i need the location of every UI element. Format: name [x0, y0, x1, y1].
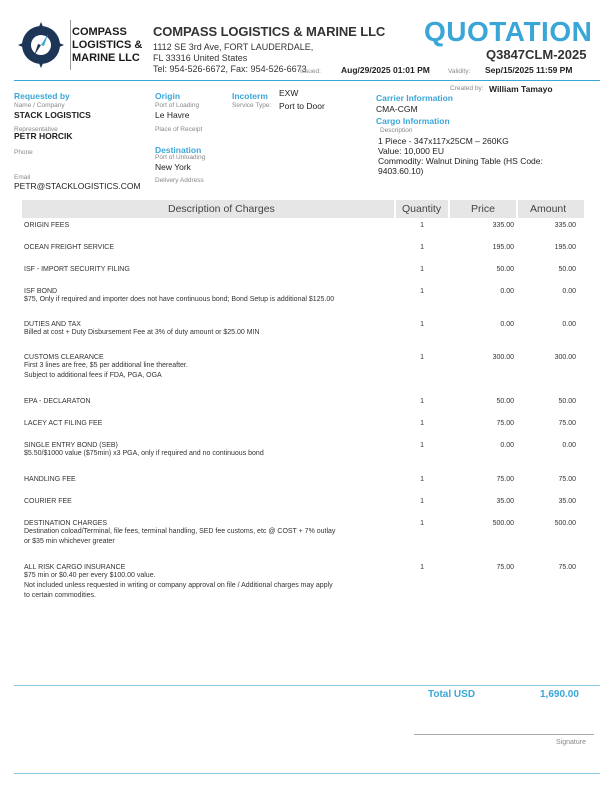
charge-description: Not included unless requested in writing or company approval on file / Additional charges may apply [24, 582, 333, 589]
charge-amount: 75.00 [558, 420, 576, 427]
charge-title: ALL RISK CARGO INSURANCE [24, 564, 126, 571]
charge-quantity: 1 [420, 266, 424, 273]
charge-title: DESTINATION CHARGES [24, 520, 108, 527]
created-by-value: William Tamayo [489, 84, 553, 94]
total-label: Total USD [428, 689, 476, 700]
cargo-line-3: Commodity: Walnut Dining Table (HS Code: [378, 156, 543, 166]
table-row [24, 420, 584, 427]
charge-quantity: 1 [420, 498, 424, 505]
charge-amount: 35.00 [558, 498, 576, 505]
total-divider [14, 685, 600, 686]
charge-description: to certain commodities. [24, 592, 96, 599]
service-type-label: Service Type: [232, 102, 272, 109]
charge-title: ISF - IMPORT SECURITY FILING [24, 266, 130, 273]
port-of-loading-value: Le Havre [155, 110, 190, 120]
charge-description: Destination coload/Terminal, file fees, terminal handling, SED fee customs, etc @ COST + 7% outlay [24, 528, 336, 535]
logo-wordmark [72, 26, 142, 65]
email-label: Email [14, 174, 31, 181]
phone-label: Phone [14, 149, 33, 156]
charge-title: ORIGIN FEES [24, 222, 70, 229]
table-row [24, 564, 584, 601]
charges-table-header [22, 200, 584, 218]
charge-quantity: 1 [420, 354, 424, 361]
charge-title: ISF BOND [24, 288, 58, 295]
charge-quantity: 1 [420, 520, 424, 527]
validity-value: Sep/15/2025 11:59 PM [485, 65, 573, 75]
company-address [153, 42, 313, 75]
company-phone: Tel: 954-526-6672, Fax: 954-526-6673 [153, 64, 307, 74]
header-price: Price [471, 203, 495, 215]
charge-price: 0.00 [500, 321, 514, 328]
company-logo [14, 16, 144, 72]
charge-title: OCEAN FREIGHT SERVICE [24, 244, 114, 251]
charge-quantity: 1 [420, 398, 424, 405]
charge-title: EPA - DECLARATON [24, 398, 91, 405]
issued-value: Aug/29/2025 01:01 PM [341, 65, 430, 75]
table-row [24, 244, 584, 251]
table-row [24, 476, 584, 483]
email-value: PETR@STACKLOGISTICS.COM [14, 181, 141, 191]
charge-quantity: 1 [420, 244, 424, 251]
issued-label: Issued: [300, 68, 321, 75]
charge-quantity: 1 [420, 442, 424, 449]
charge-price: 75.00 [496, 476, 514, 483]
charge-price: 195.00 [492, 244, 514, 251]
charge-price: 0.00 [500, 288, 514, 295]
charge-amount: 50.00 [558, 266, 576, 273]
charge-price: 0.00 [500, 442, 514, 449]
incoterm-value: EXW [279, 88, 299, 98]
place-of-receipt-label: Place of Receipt [155, 126, 203, 133]
charge-title: COURIER FEE [24, 498, 72, 505]
cargo-heading: Cargo Information [376, 116, 450, 126]
charge-title: SINGLE ENTRY BOND (SEB) [24, 442, 118, 449]
charge-description: $5.50/$1000 value ($75min) x3 PGA, only if required and no continuous bond [24, 450, 264, 457]
charge-amount: 300.00 [554, 354, 576, 361]
charge-quantity: 1 [420, 420, 424, 427]
charge-description: First 3 lines are free, $5 per additional line thereafter. [24, 362, 188, 369]
representative-value: PETR HORCIK [14, 131, 73, 141]
charge-price: 500.00 [492, 520, 514, 527]
footer-divider [14, 773, 600, 774]
charge-amount: 0.00 [562, 442, 576, 449]
charge-price: 50.00 [496, 266, 514, 273]
signature-label: Signature [556, 739, 586, 746]
charge-title: CUSTOMS CLEARANCE [24, 354, 104, 361]
company-address-line-2: FL 33316 United States [153, 53, 248, 63]
charge-amount: 500.00 [554, 520, 576, 527]
charge-price: 50.00 [496, 398, 514, 405]
charge-amount: 335.00 [554, 222, 576, 229]
port-of-unloading-label: Port of Unloading [155, 154, 206, 161]
header-description: Description of Charges [168, 203, 275, 215]
carrier-value: CMA-CGM [376, 104, 418, 114]
service-type-value: Port to Door [279, 101, 325, 111]
cargo-description-label: Description [380, 127, 413, 134]
representative-label: Representative [14, 126, 58, 133]
table-row [24, 442, 584, 459]
charge-quantity: 1 [420, 288, 424, 295]
table-row [24, 398, 584, 405]
charge-quantity: 1 [420, 321, 424, 328]
requested-by-heading: Requested by [14, 91, 70, 101]
port-of-loading-label: Port of Loading [155, 102, 200, 109]
incoterm-heading: Incoterm [232, 91, 268, 101]
charge-description: or $35 min whichever greater [24, 538, 115, 545]
logo-divider [70, 20, 71, 70]
charge-amount: 75.00 [558, 564, 576, 571]
charge-quantity: 1 [420, 564, 424, 571]
compass-icon [18, 22, 64, 68]
created-by-label: Created by: [450, 85, 484, 92]
header-amount: Amount [530, 203, 567, 215]
company-name: COMPASS LOGISTICS & MARINE LLC [153, 24, 386, 39]
carrier-heading: Carrier Information [376, 93, 453, 103]
charge-price: 35.00 [496, 498, 514, 505]
charge-description: Subject to additional fees if FDA, PGA, OGA [24, 372, 162, 379]
charge-quantity: 1 [420, 476, 424, 483]
charge-amount: 195.00 [554, 244, 576, 251]
charge-amount: 75.00 [558, 476, 576, 483]
logo-line-3: MARINE LLC [72, 52, 140, 64]
table-row [24, 321, 584, 338]
header-separator [394, 200, 396, 218]
cargo-line-1: 1 Piece - 347x117x25CM – 260KG [378, 136, 509, 146]
charge-price: 75.00 [496, 420, 514, 427]
name-company-label: Name / Company [14, 102, 65, 109]
company-address-line-1: 1112 SE 3rd Ave, FORT LAUDERDALE, [153, 42, 314, 52]
name-company-value: STACK LOGISTICS [14, 110, 91, 120]
header-separator [516, 200, 518, 218]
signature-line [414, 734, 594, 735]
charge-price: 75.00 [496, 564, 514, 571]
charge-price: 335.00 [492, 222, 514, 229]
cargo-description [378, 136, 543, 176]
charge-amount: 50.00 [558, 398, 576, 405]
charge-amount: 0.00 [562, 321, 576, 328]
destination-heading: Destination [155, 145, 202, 155]
origin-heading: Origin [155, 91, 181, 101]
charge-amount: 0.00 [562, 288, 576, 295]
port-of-unloading-value: New York [155, 162, 191, 172]
logo-line-2: LOGISTICS & [72, 39, 143, 51]
table-row [24, 498, 584, 505]
delivery-address-label: Delivery Address [155, 177, 204, 184]
charge-description: $75, Only if required and importer does not have continuous bond; Bond Setup is additional $125.00 [24, 296, 335, 303]
header-divider [14, 80, 600, 81]
table-row [24, 354, 584, 381]
document-title: QUOTATION [424, 16, 593, 47]
total-value: 1,690.00 [540, 689, 579, 700]
charge-description: $75 min or $0.40 per every $100.00 value. [24, 572, 156, 579]
charge-title: DUTIES AND TAX [24, 321, 81, 328]
charge-title: HANDLING FEE [24, 476, 76, 483]
charge-quantity: 1 [420, 222, 424, 229]
cargo-line-4: 9403.60.10) [378, 166, 424, 176]
header-quantity: Quantity [402, 203, 442, 215]
cargo-line-2: Value: 10,000 EU [378, 146, 444, 156]
table-row [24, 266, 584, 273]
table-row [24, 222, 584, 229]
quote-number: Q3847CLM-2025 [486, 47, 587, 62]
table-row [24, 520, 584, 547]
charge-description: Billed at cost + Duty Disbursement Fee at 3% of duty amount or $25.00 MIN [24, 329, 260, 336]
logo-line-1: COMPASS [72, 26, 127, 38]
validity-label: Validity: [448, 68, 471, 75]
charge-title: LACEY ACT FILING FEE [24, 420, 103, 427]
header-separator [448, 200, 450, 218]
charge-price: 300.00 [492, 354, 514, 361]
table-row [24, 288, 584, 305]
